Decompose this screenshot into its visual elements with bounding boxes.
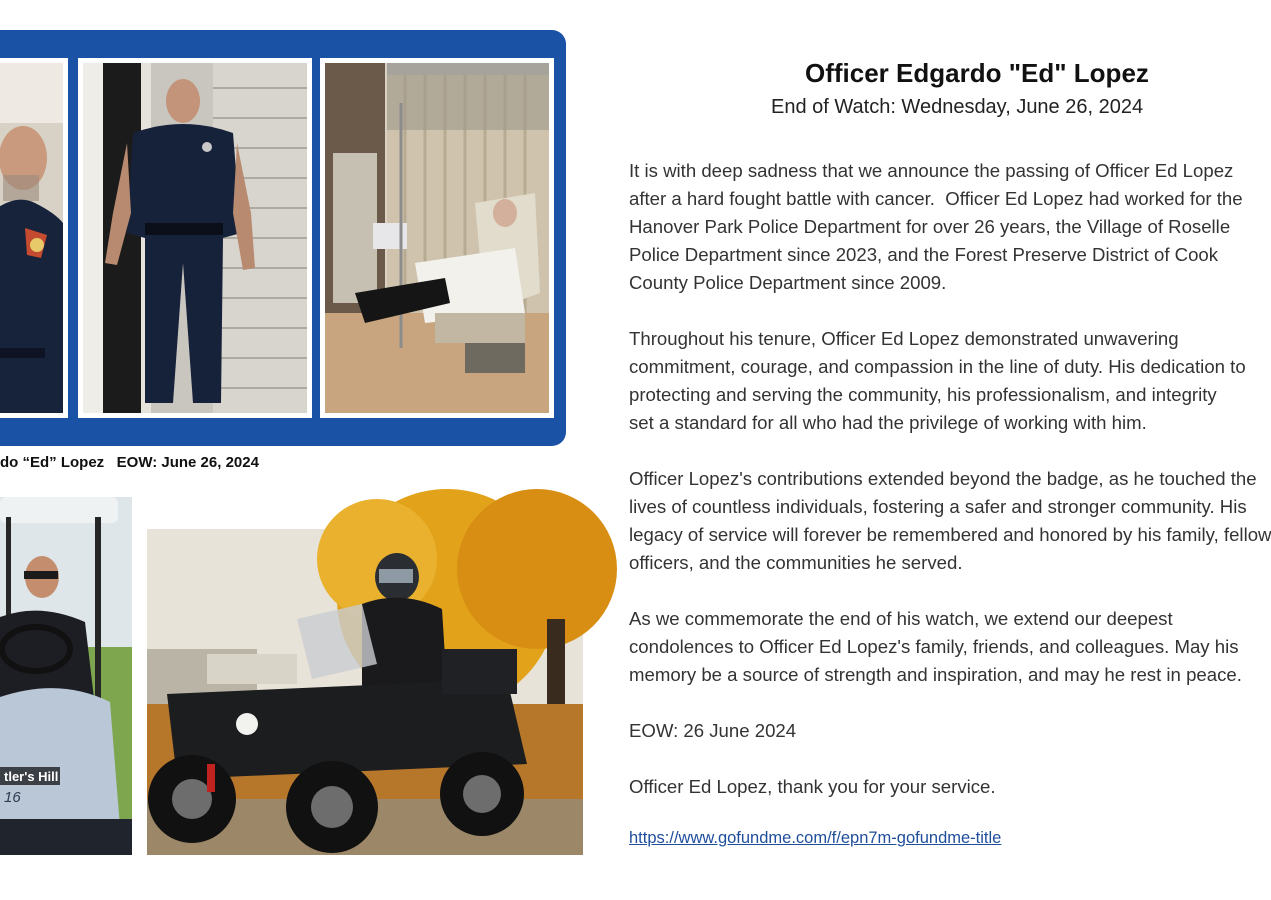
paragraph-condolences: As we commemorate the end of his watch, we extend our deepest condolences to Officer Ed Lopez's family, friends, and colleagues. May his memory be a source of strength and inspiration, and may he rest in peace. — [629, 608, 1242, 685]
photo-officer-doorway — [78, 58, 312, 418]
cart-sign-name: tler's Hill — [4, 769, 59, 784]
paragraph-eow: EOW: 26 June 2024 — [629, 720, 797, 741]
memorial-title: Officer Edgardo "Ed" Lopez — [805, 58, 1149, 88]
gofundme-link[interactable]: https://www.gofundme.com/f/epn7m-gofundme-title — [629, 829, 1002, 847]
paragraph-tenure: Throughout his tenure, Officer Ed Lopez demonstrated unwavering commitment, courage, and compassion in the line of duty. His dedication to protecting and serving the community, his professionalism, and integrity set a standard for all who had the privilege of working with him. — [629, 328, 1246, 433]
photo-atv-autumn — [147, 529, 583, 855]
photo-golf-cart — [0, 497, 132, 855]
paragraph-announcement: It is with deep sadness that we announce the passing of Officer Ed Lopez after a hard fought battle with cancer. Officer Ed Lopez had worked for the Hanover Park Police Department for over 26 years, the Village of Roselle Police Department since 2023, and the Forest Preserve District of Cook County Police Department since 2009. — [629, 160, 1243, 293]
paragraph-thanks: Officer Ed Lopez, thank you for your service. — [629, 776, 996, 797]
paragraph-contributions: Officer Lopez's contributions extended beyond the badge, as he touched the lives of countless individuals, fostering a safer and stronger community. His legacy of service will forever be remembered and honored by his family, fellow officers, and the communities he served. — [629, 468, 1271, 573]
collage-caption: do “Ed” Lopez EOW: June 26, 2024 — [0, 454, 259, 471]
end-of-watch-subtitle: End of Watch: Wednesday, June 26, 2024 — [771, 96, 1144, 118]
photo-officer-portrait — [0, 58, 68, 418]
cart-sign-number: 16 — [4, 789, 21, 806]
photo-hospital-room — [320, 58, 554, 418]
